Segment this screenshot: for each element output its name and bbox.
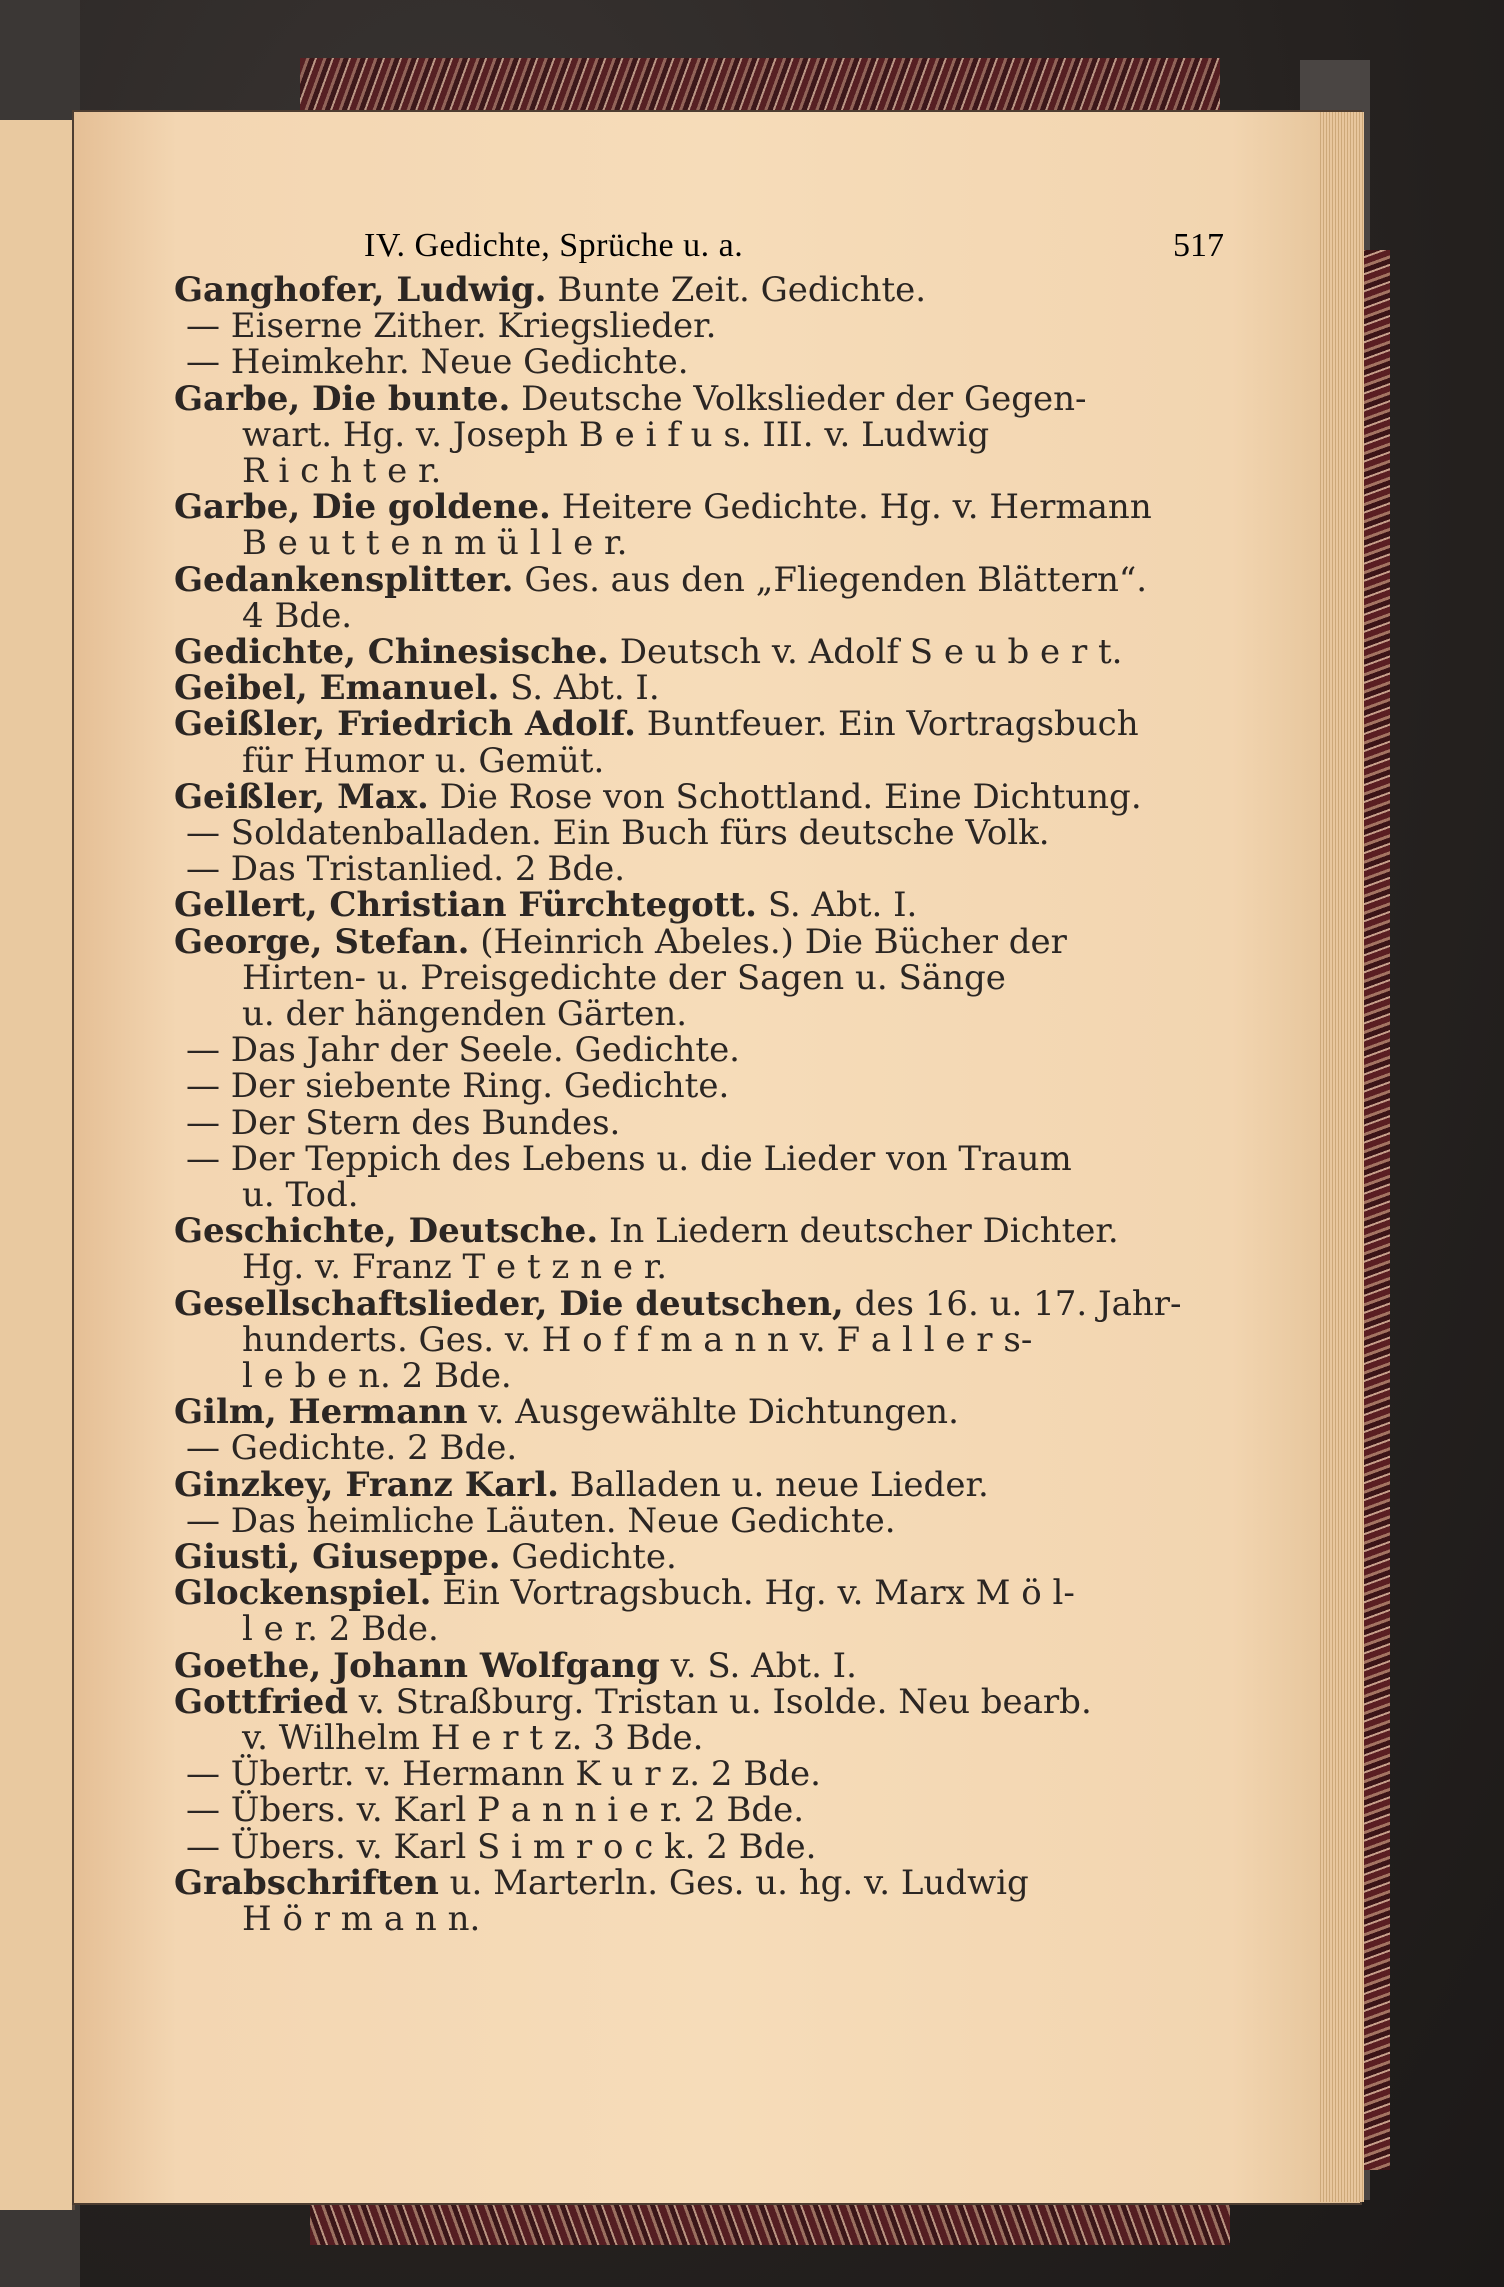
continuation-line (242, 1720, 703, 1756)
continuation-line (186, 815, 1050, 851)
entry-heading: Geißler, Max. (174, 776, 429, 817)
entry-heading: Geibel, Emanuel. (174, 668, 500, 709)
entry-heading: Garbe, Die bunte. (174, 378, 511, 419)
continuation-line (242, 595, 353, 636)
entry-line (174, 1862, 1029, 1903)
entry-text: — Eiserne Zither. Kriegslieder. (186, 306, 717, 347)
continuation-line (186, 1102, 621, 1143)
entry-text: — Übers. v. Karl S i m r o c k. 2 Bde. (186, 1826, 817, 1867)
entry-text: S. Abt. I. (499, 668, 660, 709)
previous-page-edge (0, 120, 75, 2210)
entry-line (174, 1211, 1119, 1252)
continuation-line (242, 996, 687, 1032)
entry-heading: Goethe, Johann Wolfgang (174, 1645, 660, 1686)
entry-text: des 16. u. 17. Jahr- (843, 1283, 1182, 1324)
entry-text: v. S. Abt. I. (659, 1645, 857, 1686)
continuation-line (186, 849, 626, 890)
entry-line (174, 921, 1067, 962)
continuation-line (242, 414, 990, 455)
continuation-line (242, 1901, 480, 1937)
entry-line (174, 1392, 959, 1433)
entry-line (174, 668, 660, 709)
entry-line (174, 885, 918, 926)
entry-text: Balladen u. neue Lieder. (558, 1464, 989, 1505)
continuation-line (242, 1358, 512, 1394)
entry-heading: Gottfried (174, 1681, 348, 1722)
entry-text: — Der Stern des Bundes. (186, 1102, 621, 1143)
continuation-line (242, 523, 628, 564)
entry-heading: George, Stefan. (174, 921, 470, 962)
continuation-line (186, 1428, 518, 1469)
entry-text: l e r. 2 Bde. (242, 1609, 439, 1650)
entry-text: H ö r m a n n. (242, 1899, 481, 1939)
entry-line (174, 378, 1087, 419)
entry-text: — Soldatenballaden. Ein Buch fürs deutsche Volk. (186, 813, 1050, 853)
entry-text: Hirten- u. Preisgedichte der Sagen u. Sänge (242, 957, 1006, 998)
entry-text: v. Wilhelm H e r t z. 3 Bde. (242, 1718, 704, 1758)
entry-heading: Giusti, Giuseppe. (174, 1537, 501, 1577)
entry-line (174, 559, 1148, 600)
entry-text: Die Rose von Schottland. Eine Dichtung. (428, 776, 1142, 817)
entry-line (174, 1573, 1075, 1614)
entry-text: Deutsch v. Adolf S e u b e r t. (608, 632, 1123, 672)
entry-text: — Das Jahr der Seele. Gedichte. (186, 1030, 740, 1071)
entry-text: (Heinrich Abeles.) Die Bücher der (469, 921, 1067, 962)
entry-text: — Gedichte. 2 Bde. (186, 1428, 518, 1469)
entry-text: l e b e n. 2 Bde. (242, 1356, 512, 1396)
entry-line (174, 776, 1142, 817)
entry-line (174, 487, 1152, 528)
section-title: IV. Gedichte, Sprüche u. a. (364, 227, 744, 264)
entry-text: — Das heimliche Läuten. Neue Gedichte. (186, 1500, 896, 1541)
continuation-line (186, 1030, 740, 1071)
entry-text: Deutsche Volkslieder der Gegen- (510, 378, 1087, 419)
entry-text: B e u t t e n m ü l l e r. (242, 523, 628, 564)
page-number: 517 (1173, 227, 1224, 264)
entry-text: v. Straßburg. Tristan u. Isolde. Neu bearb. (347, 1681, 1092, 1722)
entry-heading: Gesellschaftslieder, Die deutschen, (174, 1283, 844, 1324)
entry-line (174, 704, 1139, 745)
entry-heading: Gedankensplitter. (174, 559, 514, 600)
entry-text: S. Abt. I. (757, 885, 918, 926)
entry-text: — Der siebente Ring. Gedichte. (186, 1066, 730, 1107)
entry-heading: Gilm, Hermann (174, 1392, 468, 1433)
entry-text: R i c h t e r. (242, 451, 442, 491)
continuation-line (186, 342, 689, 383)
entry-text: Hg. v. Franz T e t z n e r. (242, 1247, 668, 1288)
entry-text: — Übertr. v. Hermann K u r z. 2 Bde. (186, 1754, 821, 1795)
continuation-line (186, 1790, 805, 1831)
entry-text: — Der Teppich des Lebens u. die Lieder von Traum (186, 1138, 1072, 1179)
entry-text: u. Tod. (242, 1175, 359, 1215)
entry-text: — Das Tristanlied. 2 Bde. (186, 849, 626, 890)
entry-line (174, 634, 1123, 670)
entry-heading: Ganghofer, Ludwig. (174, 270, 547, 310)
running-header (364, 227, 1224, 273)
entry-heading: Geschichte, Deutsche. (174, 1211, 599, 1252)
continuation-line (186, 1826, 817, 1867)
continuation-line (186, 1066, 730, 1107)
continuation-line (242, 453, 441, 489)
entry-heading: Ginzkey, Franz Karl. (174, 1464, 559, 1505)
continuation-line (242, 957, 1006, 998)
entry-line (174, 1645, 857, 1686)
entry-text: Gedichte. (500, 1537, 677, 1577)
continuation-line (186, 1138, 1072, 1179)
continuation-line (242, 1177, 359, 1213)
continuation-line (242, 1319, 1033, 1360)
entry-text: Bunte Zeit. Gedichte. (546, 270, 927, 310)
entry-text: Heitere Gedichte. Hg. v. Hermann (550, 487, 1152, 528)
entry-text: wart. Hg. v. Joseph B e i f u s. III. v. Ludwig (242, 414, 990, 455)
entry-heading: Gellert, Christian Fürchtegott. (174, 885, 758, 926)
entry-text: Ges. aus den „Fliegenden Blättern“. (513, 559, 1148, 600)
entry-text: In Liedern deutscher Dichter. (598, 1211, 1119, 1252)
continuation-line (186, 1754, 821, 1795)
entry-heading: Gedichte, Chinesische. (174, 632, 609, 672)
continuation-line (242, 1247, 668, 1288)
entry-text: v. Ausgewählte Dichtungen. (467, 1392, 959, 1433)
entry-heading: Glockenspiel. (174, 1573, 432, 1614)
entry-heading: Garbe, Die goldene. (174, 487, 551, 528)
entry-heading: Grabschriften (174, 1862, 439, 1903)
entry-text: 4 Bde. (242, 595, 353, 636)
entry-line (174, 272, 926, 308)
entry-line (174, 1681, 1092, 1722)
entry-text: — Übers. v. Karl P a n n i e r. 2 Bde. (186, 1790, 805, 1831)
entry-text: u. der hängenden Gärten. (242, 994, 688, 1034)
entry-text: für Humor u. Gemüt. (242, 740, 605, 781)
entry-text: Ein Vortragsbuch. Hg. v. Marx M ö l- (431, 1573, 1075, 1614)
entry-line (174, 1464, 989, 1505)
entry-text: Buntfeuer. Ein Vortragsbuch (635, 704, 1139, 745)
book-page (72, 110, 1362, 2205)
continuation-line (242, 1609, 439, 1650)
entry-text: u. Marterln. Ges. u. hg. v. Ludwig (438, 1862, 1029, 1903)
entry-heading: Geißler, Friedrich Adolf. (174, 704, 636, 745)
entry-text: — Heimkehr. Neue Gedichte. (186, 342, 689, 383)
continuation-line (186, 306, 717, 347)
entry-line (174, 1539, 677, 1575)
continuation-line (186, 1500, 896, 1541)
marbled-edge-top (300, 58, 1220, 118)
entry-line (174, 1283, 1182, 1324)
continuation-line (242, 740, 605, 781)
page-block-edge (1318, 112, 1364, 2202)
entry-text: hunderts. Ges. v. H o f f m a n n v. F a l l e r s- (242, 1319, 1033, 1360)
